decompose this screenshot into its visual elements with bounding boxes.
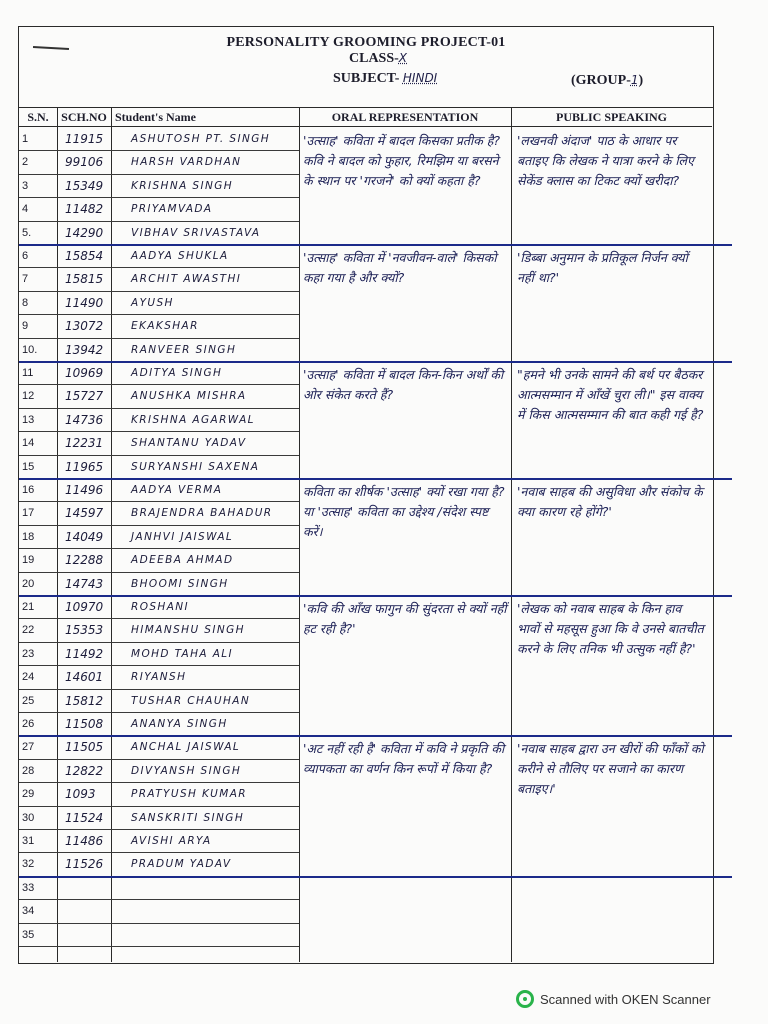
student-sn: 31 <box>22 835 35 847</box>
student-schno: 14049 <box>65 529 104 544</box>
student-row <box>19 735 299 758</box>
public-speaking-question: 'नवाब साहब द्वारा उन खीरों की फाँकों को करीने से तौलिए पर सजाने का कारण बताइए।' <box>517 741 704 797</box>
student-name: EKAKSHAR <box>131 320 199 333</box>
student-sn: 16 <box>22 484 35 496</box>
student-name: KRISHNA AGARWAL <box>131 413 255 426</box>
student-sn: 19 <box>22 554 35 567</box>
student-name: AADYA SHUKLA <box>131 250 229 262</box>
column-header-sn: S.N. <box>19 107 57 127</box>
group-separator <box>19 478 732 480</box>
student-name: ARCHIT AWASTHI <box>131 273 242 286</box>
student-row <box>19 455 299 478</box>
student-name: ANUSHKA MISHRA <box>131 390 247 403</box>
student-row <box>19 197 299 220</box>
student-sn: 8 <box>22 296 29 309</box>
student-sn: 6 <box>22 250 29 262</box>
student-name: SHANTANU YADAV <box>131 437 247 450</box>
student-sn: 10. <box>22 343 38 356</box>
student-name: ANCHAL JAISWAL <box>131 741 241 754</box>
student-row <box>19 127 299 150</box>
student-row <box>19 244 299 267</box>
group-separator <box>19 595 732 597</box>
student-schno: 11492 <box>65 646 104 661</box>
column-header-schno: SCH.NO <box>57 107 111 127</box>
student-sn: 15 <box>22 460 35 473</box>
student-schno: 10970 <box>65 600 104 614</box>
public-speaking-question: 'डिब्बा अनुमान के प्रतिकूल निर्जन क्यों नहीं था?' <box>517 250 688 285</box>
student-name: PRATYUSH KUMAR <box>131 788 247 801</box>
student-name: ROSHANI <box>131 601 190 613</box>
student-schno: 11965 <box>65 459 104 474</box>
student-row <box>19 642 299 665</box>
student-name: KRISHNA SINGH <box>131 179 234 192</box>
column-header-name: Student's Name <box>111 107 299 127</box>
oral-question: कविता का शीर्षक 'उत्साह' क्यों रखा गया है? या 'उत्साह' कविता का उद्देश्य /संदेश स्पष्ट करें। <box>303 484 505 539</box>
public-speaking-question: 'लेखक को नवाब साहब के किन हाव भावों से महसूस हुआ कि वे उनसे बातचीत करने के लिए तनिक भी उत्सुक नहीं है?' <box>517 601 704 656</box>
student-row <box>19 548 299 571</box>
student-schno: 14601 <box>65 670 104 685</box>
student-sn: 32 <box>22 858 35 871</box>
student-row <box>19 478 299 501</box>
student-sn: 29 <box>22 788 35 801</box>
student-schno: 11505 <box>65 740 104 755</box>
student-schno: 14736 <box>65 412 104 427</box>
student-schno: 11526 <box>65 857 104 872</box>
student-row <box>19 852 299 875</box>
group-separator <box>19 361 732 363</box>
student-name: ASHUTOSH PT. SINGH <box>131 133 271 145</box>
student-row <box>19 431 299 454</box>
student-row <box>19 150 299 173</box>
student-row <box>19 361 299 384</box>
group-separator <box>19 876 732 878</box>
student-row <box>19 665 299 688</box>
student-row <box>19 408 299 431</box>
student-sn: 12 <box>22 390 35 403</box>
student-sn: 25 <box>22 694 35 707</box>
student-row <box>19 899 299 922</box>
student-row <box>19 501 299 524</box>
subject-label: SUBJECT- <box>333 71 400 86</box>
student-schno: 11496 <box>65 483 104 497</box>
student-row <box>19 525 299 548</box>
row-line <box>19 946 299 947</box>
student-name: DIVYANSH SINGH <box>131 764 242 777</box>
student-schno: 14597 <box>65 506 104 521</box>
student-sn: 20 <box>22 577 35 590</box>
student-name: AVISHI ARYA <box>131 835 212 847</box>
subject-value: HINDI <box>402 71 438 85</box>
student-row <box>19 291 299 314</box>
student-name: HARSH VARDHAN <box>131 156 242 169</box>
group-close: ) <box>638 73 644 88</box>
student-sn: 28 <box>22 764 35 777</box>
student-name: HIMANSHU SINGH <box>131 624 245 637</box>
oken-logo-icon <box>516 990 534 1008</box>
student-sn: 22 <box>22 624 35 637</box>
student-sn: 33 <box>22 881 35 894</box>
group-separator <box>19 244 732 246</box>
student-sn: 9 <box>22 320 29 333</box>
student-schno: 12288 <box>65 553 104 568</box>
student-row <box>19 829 299 852</box>
student-sn: 5. <box>22 226 32 239</box>
student-name: VIBHAV SRIVASTAVA <box>131 226 261 239</box>
oral-question: 'उत्साह' कविता में बादल किन-किन अर्थों की ओर संकेत करते हैं? <box>303 367 504 402</box>
student-schno: 10969 <box>65 366 104 380</box>
project-title: PERSONALITY GROOMING PROJECT-01 <box>226 35 506 50</box>
student-schno: 14290 <box>65 225 104 240</box>
student-name: BHOOMI SINGH <box>131 577 229 590</box>
student-schno: 11486 <box>65 834 104 848</box>
group-value: 1 <box>630 73 639 87</box>
student-sn: 14 <box>22 437 35 450</box>
oral-question: 'कवि की आँख फागुन की सुंदरता से क्यों नहीं हट रही है?' <box>303 601 507 636</box>
student-schno: 99106 <box>65 155 104 170</box>
student-schno: 11915 <box>65 132 104 146</box>
column-divider <box>511 107 512 962</box>
oral-question: 'अट नहीं रही है' कविता में कवि ने प्रकृति की व्यापकता का वर्णन किन रूपों में किया है? <box>303 741 505 777</box>
student-name: RANVEER SINGH <box>131 343 237 356</box>
student-sn: 1 <box>22 133 29 145</box>
student-sn: 21 <box>22 601 35 613</box>
student-row <box>19 689 299 712</box>
student-sn: 13 <box>22 413 35 426</box>
oral-question: 'उत्साह' कविता में बादल किसका प्रतीक है? कवि ने बादल को फुहार, रिमझिम या बरसने के स्थान पर 'गरजने' को क्यों कहता है? <box>303 133 501 188</box>
oral-question: 'उत्साह' कविता में 'नवजीवन-वाले' किसको कहा गया है और क्यों? <box>303 250 497 285</box>
student-schno: 12231 <box>65 436 104 451</box>
student-row <box>19 221 299 244</box>
student-sn: 27 <box>22 741 35 754</box>
student-row <box>19 712 299 735</box>
student-schno: 14743 <box>65 576 104 591</box>
student-sn: 23 <box>22 647 35 660</box>
sheet-header <box>19 27 713 108</box>
student-name: RIYANSH <box>131 671 187 684</box>
student-row <box>19 806 299 829</box>
student-name: JANHVI JAISWAL <box>131 530 234 543</box>
student-schno: 1093 <box>65 787 96 802</box>
roster-sheet <box>18 26 714 964</box>
student-row <box>19 174 299 197</box>
student-row <box>19 314 299 337</box>
group-separator <box>19 735 732 737</box>
public-speaking-question: 'नवाब साहब की असुविधा और संकोच के क्या कारण रहे होंगे?' <box>517 484 703 519</box>
student-name: ADITYA SINGH <box>131 367 223 379</box>
student-sn: 30 <box>22 811 35 824</box>
student-sn: 17 <box>22 507 35 520</box>
student-row <box>19 572 299 595</box>
student-schno: 15854 <box>65 249 104 263</box>
student-row <box>19 782 299 805</box>
column-header-oral: ORAL REPRESENTATION <box>299 107 511 127</box>
student-name: ANANYA SINGH <box>131 718 228 730</box>
student-name: PRIYAMVADA <box>131 203 213 216</box>
student-schno: 12822 <box>65 763 104 778</box>
student-name: PRADUM YADAV <box>131 858 232 871</box>
student-schno: 15727 <box>65 389 104 404</box>
student-sn: 4 <box>22 203 29 216</box>
student-schno: 15353 <box>65 623 104 638</box>
student-sn: 2 <box>22 156 29 169</box>
public-speaking-question: "हमने भी उनके सामने की बर्थ पर बैठकर आत्मसम्मान में आँखें चुरा ली।" इस वाक्य में किस आत्मसम्मान की बात कही गई है? <box>517 367 704 422</box>
student-sn: 35 <box>22 928 35 941</box>
student-row <box>19 876 299 899</box>
class-value: X <box>398 51 408 65</box>
student-name: ADEEBA AHMAD <box>131 554 234 567</box>
student-name: AADYA VERMA <box>131 484 223 496</box>
student-schno: 15815 <box>65 272 104 287</box>
student-name: SANSKRITI SINGH <box>131 811 245 824</box>
student-schno: 11482 <box>65 202 104 217</box>
student-schno: 15812 <box>65 693 104 708</box>
student-sn: 34 <box>22 905 35 918</box>
subject-line <box>333 71 437 87</box>
student-schno: 11490 <box>65 295 104 310</box>
student-name: TUSHAR CHAUHAN <box>131 694 251 707</box>
student-name: SURYANSHI SAXENA <box>131 460 260 473</box>
student-schno: 13072 <box>65 319 104 334</box>
student-schno: 13942 <box>65 342 104 357</box>
student-row <box>19 759 299 782</box>
student-sn: 26 <box>22 718 35 730</box>
student-row <box>19 384 299 407</box>
student-sn: 18 <box>22 530 35 543</box>
group-label: (GROUP- <box>571 73 631 88</box>
student-schno: 11524 <box>65 810 104 825</box>
group-line <box>571 73 643 89</box>
public-speaking-question: 'लखनवी अंदाज' पाठ के आधार पर बताइए कि लेखक ने यात्रा करने के लिए सेकेंड क्लास का टिकट क्यों खरीदा? <box>517 133 694 188</box>
student-row <box>19 267 299 290</box>
student-sn: 24 <box>22 671 35 684</box>
student-row <box>19 595 299 618</box>
student-sn: 11 <box>22 367 34 379</box>
student-schno: 15349 <box>65 178 104 193</box>
class-line <box>349 51 407 67</box>
class-label: CLASS- <box>349 51 399 66</box>
student-schno: 11508 <box>65 717 104 731</box>
student-row <box>19 338 299 361</box>
student-name: AYUSH <box>131 296 174 309</box>
student-sn: 7 <box>22 273 29 286</box>
scanner-watermark <box>516 990 711 1008</box>
watermark-text: Scanned with OKEN Scanner <box>540 991 711 1007</box>
student-row <box>19 923 299 946</box>
student-name: BRAJENDRA BAHADUR <box>131 507 273 520</box>
column-divider <box>299 107 300 962</box>
student-sn: 3 <box>22 179 29 192</box>
student-name: MOHD TAHA ALI <box>131 647 234 660</box>
column-header-public: PUBLIC SPEAKING <box>511 107 712 127</box>
student-row <box>19 618 299 641</box>
